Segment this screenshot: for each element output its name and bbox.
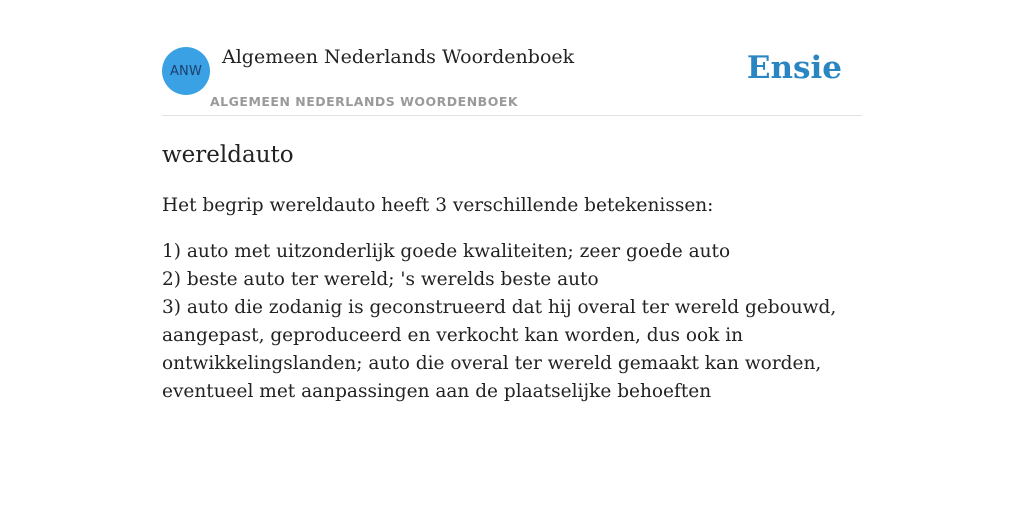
meaning-item: 2) beste auto ter wereld; 's werelds beste auto [162, 269, 599, 290]
meaning-item: 3) auto die zodanig is geconstrueerd dat hij overal ter wereld gebouwd, aangepast, geproduceerd en verkocht kan worden, dus ook in ontwikkelingslanden; auto die overal ter wereld gemaakt kan worden, eventueel met aanpassingen aan de plaatselijke behoeften [162, 297, 837, 402]
page [162, 0, 862, 406]
source-title[interactable]: Algemeen Nederlands Woordenboek [222, 46, 575, 68]
meanings-list [162, 238, 862, 406]
entry-word: wereldauto [162, 142, 294, 168]
source-header [162, 0, 862, 116]
source-logo-text: ANW [169, 63, 203, 79]
brand-logo[interactable]: Ensie [746, 50, 842, 86]
source-logo[interactable] [162, 47, 210, 95]
source-subtitle: ALGEMEEN NEDERLANDS WOORDENBOEK [210, 94, 519, 109]
entry-intro: Het begrip wereldauto heeft 3 verschillende betekenissen: [162, 195, 714, 216]
meaning-item: 1) auto met uitzonderlijk goede kwaliteiten; zeer goede auto [162, 241, 731, 262]
